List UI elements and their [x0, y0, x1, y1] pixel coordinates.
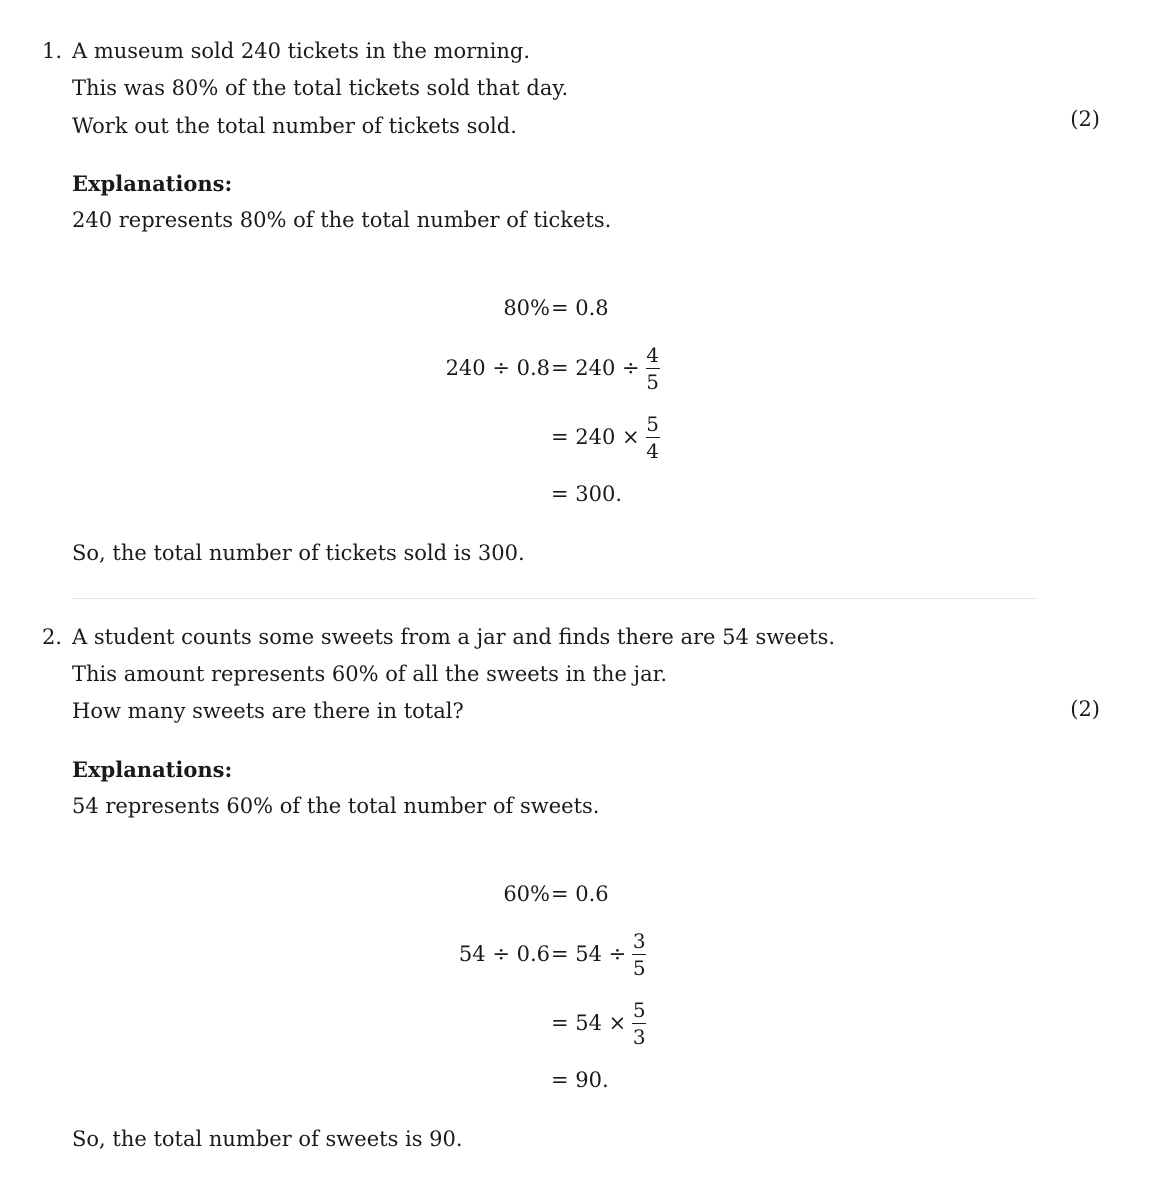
- math-lhs: 80%: [503, 296, 550, 320]
- math-rhs: [551, 997, 646, 1049]
- conclusion: So, the total number of sweets is 90.: [72, 1127, 463, 1151]
- math-lhs: 60%: [503, 882, 550, 906]
- fraction-denominator: 5: [646, 369, 659, 394]
- question-line: Work out the total number of tickets sold.: [72, 114, 517, 138]
- question-line: This amount represents 60% of all the sweets in the jar.: [72, 662, 667, 686]
- question-number: 2.: [42, 625, 63, 649]
- math-row: [0, 928, 1176, 980]
- math-row: [0, 474, 1176, 514]
- conclusion: So, the total number of tickets sold is 300.: [72, 541, 525, 565]
- math-row: [0, 288, 1176, 328]
- math-expression: = 54 ×: [551, 1011, 627, 1035]
- fraction-denominator: 3: [632, 1024, 646, 1049]
- math-rhs: = 0.6: [551, 882, 609, 906]
- fraction-numerator: 5: [646, 411, 659, 436]
- question-number: 1.: [42, 39, 63, 63]
- marks-label: (2): [1070, 697, 1100, 721]
- marks-label: (2): [1070, 107, 1100, 131]
- math-row: [0, 997, 1176, 1049]
- math-rhs: = 90.: [551, 1068, 609, 1092]
- question-line: This was 80% of the total tickets sold that day.: [72, 76, 569, 100]
- fraction-denominator: 4: [646, 438, 659, 463]
- fraction: [646, 411, 660, 463]
- math-rhs: = 300.: [551, 482, 623, 506]
- divider: [72, 598, 1037, 599]
- fraction-numerator: 3: [632, 928, 646, 953]
- explanations-heading: Explanations:: [72, 757, 233, 782]
- math-lhs: 240 ÷ 0.8: [445, 356, 550, 380]
- fraction: [632, 928, 646, 980]
- math-lhs: 54 ÷ 0.6: [458, 942, 550, 966]
- math-row: [0, 411, 1176, 463]
- explanation-intro: 54 represents 60% of the total number of sweets.: [72, 794, 600, 818]
- explanation-intro: 240 represents 80% of the total number of tickets.: [72, 208, 612, 232]
- math-expression: = 54 ÷: [551, 942, 627, 966]
- fraction-denominator: 5: [632, 955, 646, 980]
- math-rhs: [551, 928, 646, 980]
- math-row: [0, 342, 1176, 394]
- math-row: [0, 874, 1176, 914]
- math-rhs: = 0.8: [551, 296, 609, 320]
- question-line: A student counts some sweets from a jar and finds there are 54 sweets.: [72, 625, 836, 649]
- explanations-heading: Explanations:: [72, 171, 233, 196]
- question-line: A museum sold 240 tickets in the morning.: [72, 39, 531, 63]
- fraction: [646, 342, 660, 394]
- math-rhs: [551, 411, 660, 463]
- math-row: [0, 1060, 1176, 1100]
- fraction: [632, 997, 646, 1049]
- math-expression: = 240 ×: [551, 425, 640, 449]
- math-expression: = 240 ÷: [551, 356, 640, 380]
- math-rhs: [551, 342, 660, 394]
- question-line: How many sweets are there in total?: [72, 699, 464, 723]
- fraction-numerator: 5: [632, 997, 646, 1022]
- fraction-numerator: 4: [646, 342, 659, 367]
